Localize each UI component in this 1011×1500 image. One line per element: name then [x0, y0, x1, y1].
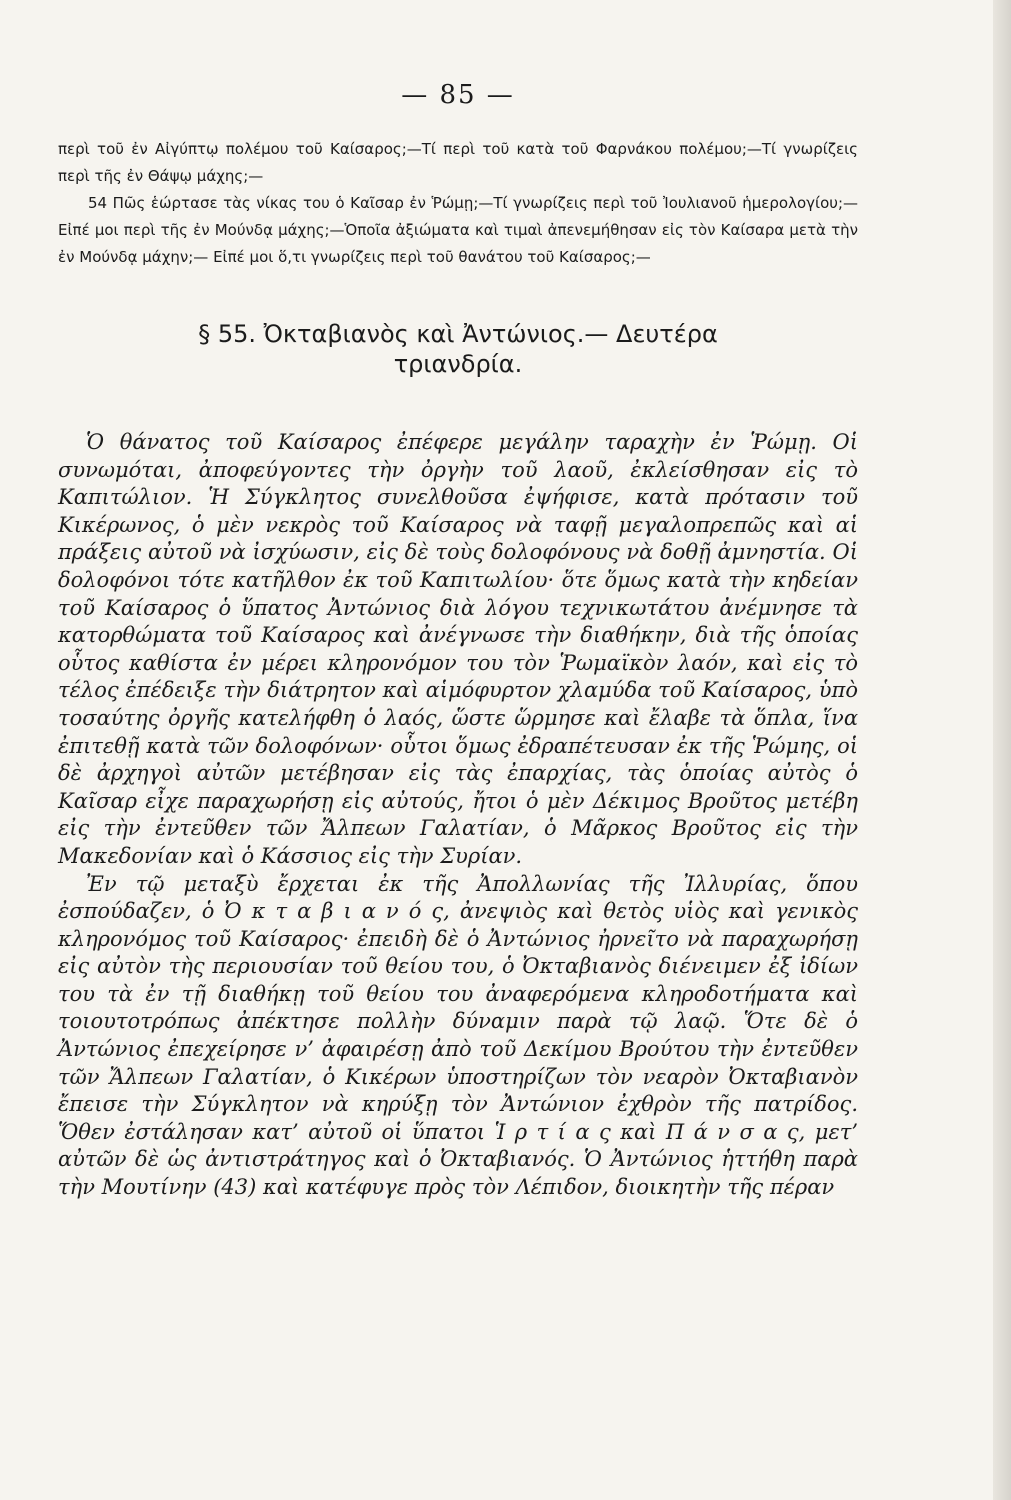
body-text — [58, 429, 858, 1202]
question-block: περὶ τοῦ ἐν Αἰγύπτῳ πολέμου τοῦ Καίσαρος;—Τί περὶ τοῦ κατὰ τοῦ Φαρνάκου πολέμου;—Τί γνωρίζεις περὶ τῆς ἐν Θάψῳ μάχης;— — [58, 140, 858, 185]
review-questions — [58, 136, 858, 271]
page-edge — [993, 0, 1011, 1500]
section-title-line: § 55. Ὀκταβιανὸς καὶ Ἀντώνιος.— Δευτέρα — [198, 320, 718, 348]
book-page — [58, 80, 858, 1202]
paragraph: Ἐν τῷ μεταξὺ ἔρχεται ἐκ τῆς Ἀπολλωνίας τῆς Ἰλλυρίας, ὅπου ἐσπούδαζεν, ὁ Ὀ κ τ α β ι α ν ό ς, ἀνεψιὸς καὶ θετὸς υἱὸς καὶ γενικὸς κληρονόμος τοῦ Καίσαρος· ἐπειδὴ δὲ ὁ Ἀντώνιος ἠρνεῖτο νὰ παραχωρήσῃ εἰς αὐτὸν τὴς περιουσίαν τοῦ θείου του, ὁ Ὀκταβιανὸς διένειμεν ἐξ ἰδίων του τὰ ἐν τῇ διαθήκῃ τοῦ θείου του ἀναφερόμενα κληροδοτήματα καὶ τοιουτοτρόπως ἀπέκτησε πολλὴν δύναμιν παρὰ τῷ λαῷ. Ὅτε δὲ ὁ Ἀντώνιος ἐπεχείρησε ν’ ἀφαιρέσῃ ἀπὸ τοῦ Δεκίμου Βρούτου τὴν ἐντεῦθεν τῶν Ἄλπεων Γαλατίαν, ὁ Κικέρων ὑποστηρίζων τὸν νεαρὸν Ὀκταβιανὸν ἔπεισε τὴν Σύγκλητον νὰ κηρύξῃ τὸν Ἀντώνιον ἐχθρὸν τῆς πατρίδος. Ὅθεν ἐστάλησαν κατ’ αὐτοῦ οἱ ὕπατοι Ἱ ρ τ ί α ς καὶ Π ά ν σ α ς, μετ’ αὐτῶν δὲ ὡς ἀντιστράτηγος καὶ ὁ Ὀκταβιανός. Ὁ Ἀντώνιος ἡττήθη παρὰ τὴν Μουτίνην (43) καὶ κατέφυγε πρὸς τὸν Λέπιδον, διοικητὴν τῆς πέραν — [58, 871, 858, 1200]
paragraph: Ὁ θάνατος τοῦ Καίσαρος ἐπέφερε μεγάλην ταραχὴν ἐν Ῥώμῃ. Οἱ συνωμόται, ἀποφεύγοντες τὴν ὀργὴν τοῦ λαοῦ, ἐκλείσθησαν εἰς τὸ Καπιτώλιον. Ἡ Σύγκλητος συνελθοῦσα ἐψήφισε, κατὰ πρότασιν τοῦ Κικέρωνος, ὁ μὲν νεκρὸς τοῦ Καίσαρος νὰ ταφῇ μεγαλοπρεπῶς καὶ αἱ πράξεις αὐτοῦ νὰ ἰσχύωσιν, εἰς δὲ τοὺς δολοφόνους νὰ δοθῇ ἀμνηστία. Οἱ δολοφόνοι τότε κατῆλθον ἐκ τοῦ Καπιτωλίου· ὅτε ὅμως κατὰ τὴν κηδείαν τοῦ Καίσαρος ὁ ὕπατος Ἀντώνιος διὰ λόγου τεχνικωτάτου ἀνέμνησε τὰ κατορθώματα τοῦ Καίσαρος καὶ ἀνέγνωσε τὴν διαθήκην, διὰ τῆς ὁποίας οὗτος καθίστα ἐν μέρει κληρονόμον του τὸν Ῥωμαϊκὸν λαόν, καὶ εἰς τὸ τέλος ἐπέδειξε τὴν διάτρητον καὶ αἱμόφυρτον χλαμύδα τοῦ Καίσαρος, ὑπὸ τοσαύτης ὀργῆς κατελήφθη ὁ λαός, ὥστε ὥρμησε καὶ ἔλαβε τὰ ὅπλα, ἵνα ἐπιτεθῇ κατὰ τῶν δολοφόνων· οὗτοι ὅμως ἐδραπέτευσαν ἐκ τῆς Ῥώμης, οἱ δὲ ἀρχηγοὶ αὐτῶν μετέβησαν εἰς τὰς ἐπαρχίας, τὰς ὁποίας αὐτὸς ὁ Καῖσαρ εἶχε παραχωρήσῃ εἰς αὐτούς, ἤτοι ὁ μὲν Δέκιμος Βροῦτος μετέβη εἰς τὴν ἐντεῦθεν τῶν Ἄλπεων Γαλατίαν, ὁ Μᾶρκος Βροῦτος εἰς τὴν Μακεδονίαν καὶ ὁ Κάσσιος εἰς τὴν Συρίαν. — [58, 430, 858, 868]
page-number: — 85 — — [401, 80, 515, 110]
section-title — [58, 319, 858, 379]
section-title-line: τριανδρία. — [393, 350, 523, 378]
question-block: 54 Πῶς ἑώρτασε τὰς νίκας του ὁ Καῖσαρ ἐν Ῥώμῃ;—Τί γνωρίζεις περὶ τοῦ Ἰουλιανοῦ ἡμερολογίου;—Εἰπέ μοι περὶ τῆς ἐν Μούνδᾳ μάχης;—Ὁποῖα ἀξιώματα καὶ τιμαὶ ἀπενεμήθησαν εἰς τὸν Καίσαρα μετὰ τὴν ἐν Μούνδᾳ μάχην;— Εἰπέ μοι ὅ,τι γνωρίζεις περὶ τοῦ θανάτου τοῦ Καίσαρος;— — [58, 194, 858, 266]
